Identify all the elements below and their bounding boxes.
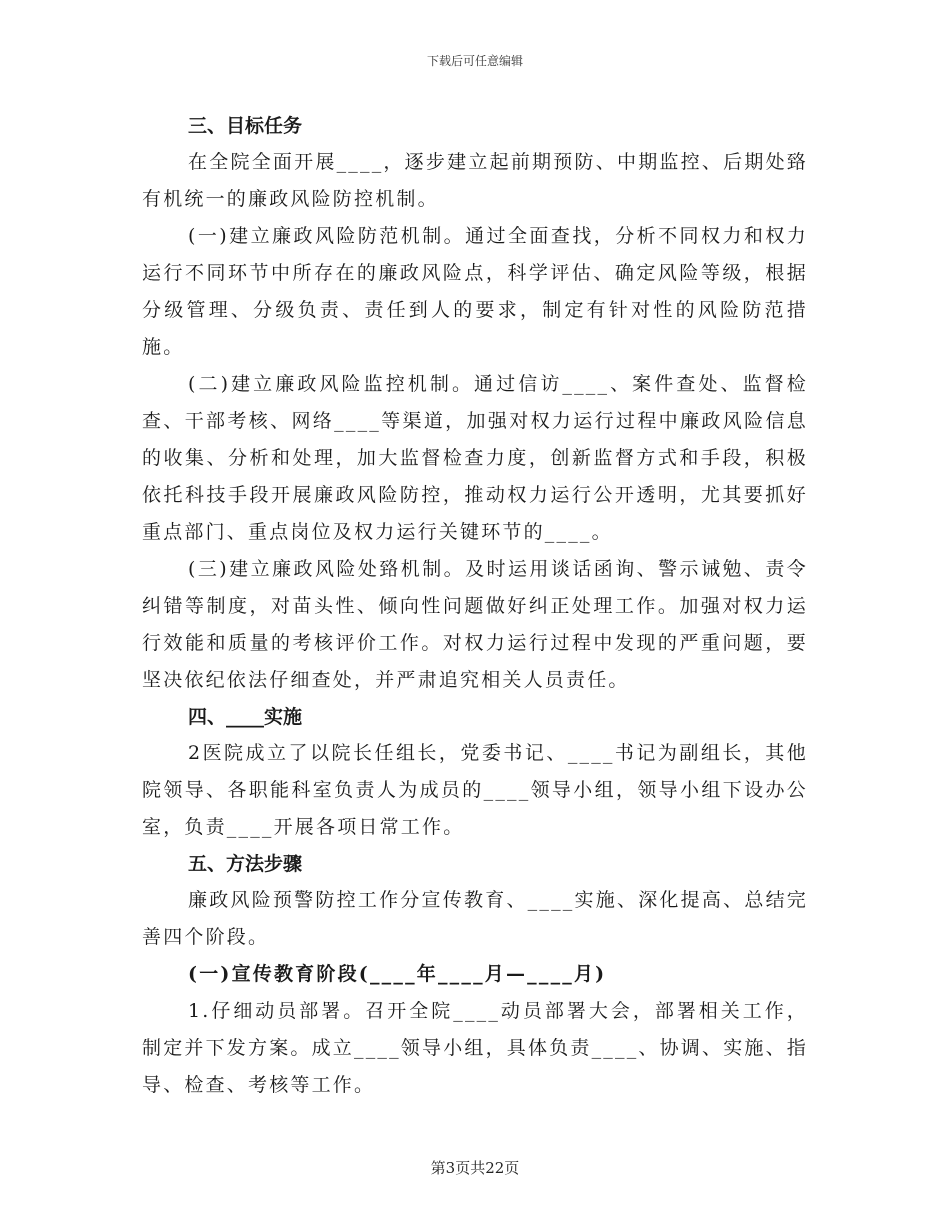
paragraph: (三)建立廉政风险处臵机制。及时运用谈话函询、警示诫勉、责令纠错等制度，对苗头性、倾向性问题做好纠正处理工作。加强对权力运行效能和质量的考核评价工作。对权力运行过程中发现的严重问题，要坚决依纪依法仔细查处，并严肃追究相关人员责任。 [142,558,808,691]
section-heading-5: 五、方法步骤 [188,853,303,875]
paragraph: 廉政风险预警防控工作分宣传教育、____实施、深化提高、总结完善四个阶段。 [142,889,808,948]
subsection-heading: (一)宣传教育阶段(____年____月—____月) [188,963,607,985]
page-header: 下载后可任意编辑 [426,54,523,68]
paragraph: 1.仔细动员部署。召开全院____动员部署大会，部署相关工作，制定并下发方案。成立____领导小组，具体负责____、协调、实施、指导、检查、考核等工作。 [142,1000,809,1096]
section-heading-3: 三、目标任务 [188,115,303,137]
document-body [142,108,808,1104]
paragraph: 2医院成立了以院长任组长，党委书记、____书记为副组长，其他院领导、各职能科室负责人为成员的____领导小组，领导小组下设办公室，负责____开展各项日常工作。 [142,742,808,838]
page-number: 第3页共22页 [430,1159,520,1177]
paragraph: (一)建立廉政风险防范机制。通过全面查找，分析不同权力和权力运行不同环节中所存在的廉政风险点，科学评估、确定风险等级，根据分级管理、分级负责、责任到人的要求，制定有针对性的风险防范措施。 [142,225,808,358]
section-heading-4: 四、____实施 [188,706,303,728]
paragraph: (二)建立廉政风险监控机制。通过信访____、案件查处、监督检查、干部考核、网络____等渠道，加强对权力运行过程中廉政风险信息的收集、分析和处理，加大监督检查力度，创新监督方式和手段，积极依托科技手段开展廉政风险防控，推动权力运行公开透明，尤其要抓好重点部门、重点岗位及权力运行关键环节的____。 [142,373,808,543]
paragraph: 在全院全面开展____，逐步建立起前期预防、中期监控、后期处臵有机统一的廉政风险防控机制。 [142,151,808,210]
